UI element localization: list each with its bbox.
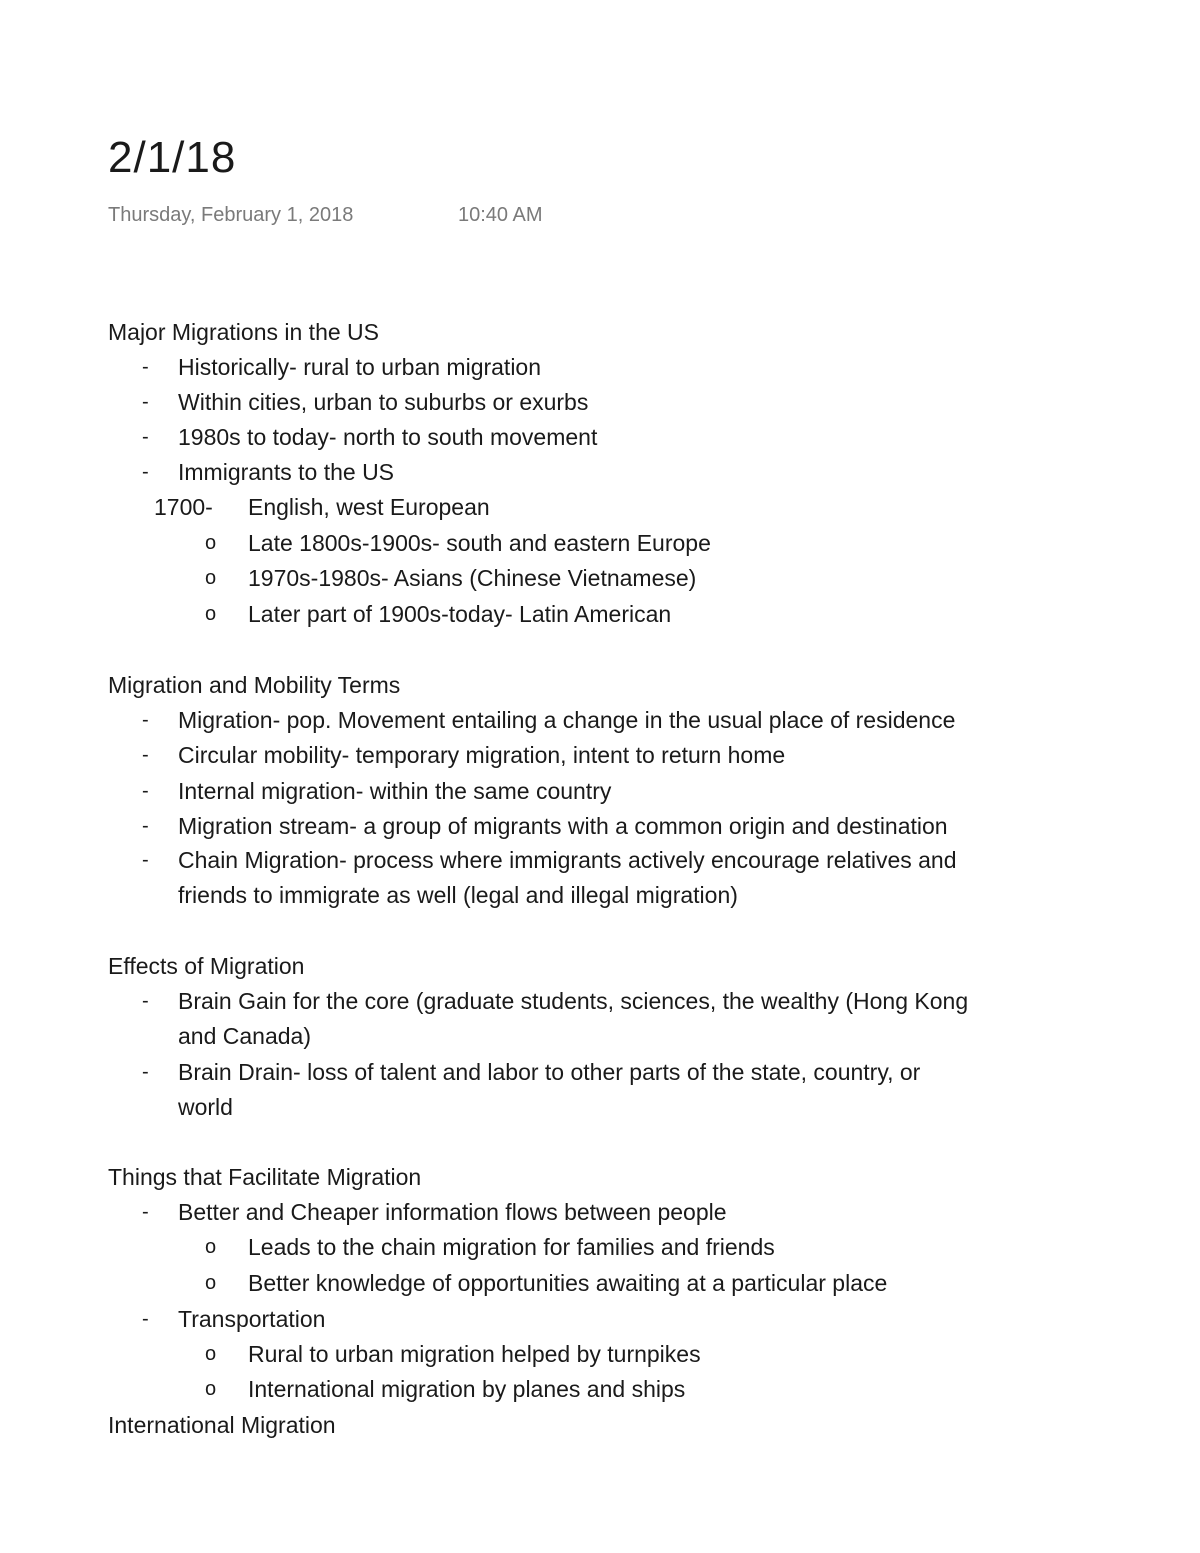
list-item: Brain Drain- loss of talent and labor to other parts of the state, country, or [178, 1059, 921, 1085]
sub-list-item: Late 1800s-1900s- south and eastern Europe [248, 530, 711, 556]
circle-bullet: o [205, 603, 217, 625]
list-item: 1980s to today- north to south movement [178, 424, 598, 450]
list-item-continuation: and Canada) [178, 1023, 311, 1049]
list-item: Transportation [178, 1306, 326, 1332]
list-item-continuation: world [178, 1094, 233, 1120]
list-item: Immigrants to the US [178, 459, 395, 485]
dash-bullet: - [142, 461, 149, 483]
circle-bullet: o [205, 1236, 217, 1258]
note-date: Thursday, February 1, 2018 [108, 204, 354, 226]
dash-bullet: - [142, 815, 149, 837]
list-item: English, west European [248, 494, 490, 520]
note-time: 10:40 AM [458, 204, 543, 226]
dash-bullet: - [142, 780, 149, 802]
sub-list-item: Later part of 1900s-today- Latin American [248, 601, 672, 627]
dash-bullet: - [142, 391, 149, 413]
sub-list-item: Leads to the chain migration for families and friends [248, 1234, 775, 1260]
section-heading-major-migrations: Major Migrations in the US [108, 319, 379, 345]
list-item: Migration stream- a group of migrants with a common origin and destination [178, 813, 948, 839]
dash-bullet: - [142, 744, 149, 766]
dash-bullet: - [142, 990, 149, 1012]
list-item: Historically- rural to urban migration [178, 354, 542, 380]
sub-list-item: Better knowledge of opportunities awaiting at a particular place [248, 1270, 888, 1296]
dash-bullet: - [142, 1201, 149, 1223]
sub-list-item: Rural to urban migration helped by turnpikes [248, 1341, 701, 1367]
circle-bullet: o [205, 567, 217, 589]
section-heading-facilitate: Things that Facilitate Migration [108, 1164, 422, 1190]
list-item: Chain Migration- process where immigrants actively encourage relatives and [178, 847, 957, 873]
list-item: Migration- pop. Movement entailing a change in the usual place of residence [178, 707, 956, 733]
dash-bullet: - [142, 709, 149, 731]
list-item: Within cities, urban to suburbs or exurbs [178, 389, 589, 415]
dash-bullet: - [142, 1061, 149, 1083]
dash-bullet: - [142, 426, 149, 448]
year-marker: 1700- [154, 494, 213, 520]
circle-bullet: o [205, 1343, 217, 1365]
list-item-continuation: friends to immigrate as well (legal and illegal migration) [178, 882, 738, 908]
circle-bullet: o [205, 1378, 217, 1400]
dash-bullet: - [142, 1308, 149, 1330]
list-item: Brain Gain for the core (graduate students, sciences, the wealthy (Hong Kong [178, 988, 969, 1014]
circle-bullet: o [205, 1272, 217, 1294]
list-item: Better and Cheaper information flows between people [178, 1199, 727, 1225]
sub-list-item: International migration by planes and ships [248, 1376, 686, 1402]
section-heading-effects: Effects of Migration [108, 953, 305, 979]
sub-list-item: 1970s-1980s- Asians (Chinese Vietnamese) [248, 565, 697, 591]
page-title: 2/1/18 [108, 133, 237, 182]
list-item: Circular mobility- temporary migration, intent to return home [178, 742, 786, 768]
list-item: Internal migration- within the same country [178, 778, 612, 804]
dash-bullet: - [142, 849, 149, 871]
section-heading-terms: Migration and Mobility Terms [108, 672, 401, 698]
circle-bullet: o [205, 532, 217, 554]
dash-bullet: - [142, 356, 149, 378]
section-heading-international: International Migration [108, 1412, 336, 1438]
